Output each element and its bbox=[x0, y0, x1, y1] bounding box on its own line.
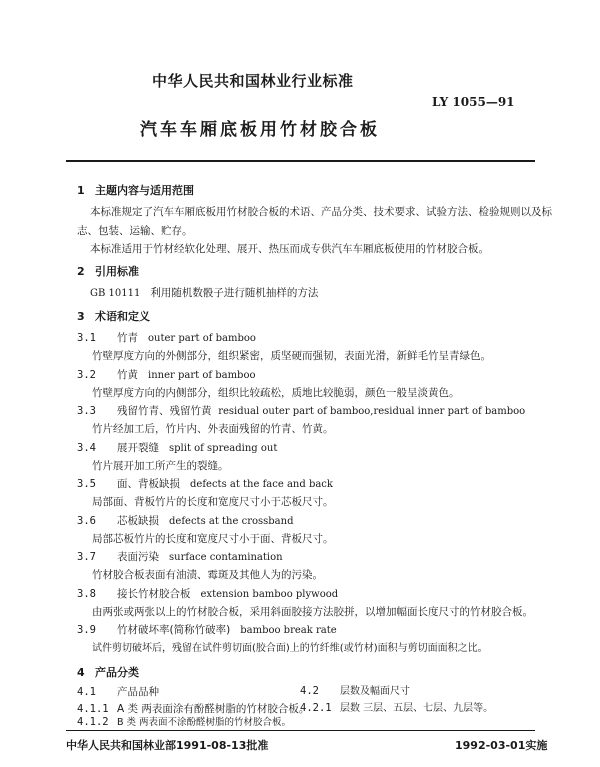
term-name: 竹材破坏率(简称竹破率) bbox=[117, 624, 231, 636]
clause-text: B 类 两表面不涂酚醛树脂的竹材胶合板。 bbox=[117, 717, 292, 728]
clause-text: A 类 两表面涂有酚醛树脂的竹材胶合板。 bbox=[117, 703, 310, 715]
term-definition: 竹片展开加工所产生的裂缝。 bbox=[92, 460, 229, 472]
term-definition: 竹材胶合板表面有油渍、霉斑及其他人为的污染。 bbox=[92, 569, 323, 581]
clause-number: 4.2 bbox=[300, 685, 319, 697]
term-english: residual outer part of bamboo,residual inner part of bamboo bbox=[218, 406, 526, 417]
term-3-9 bbox=[77, 621, 337, 640]
term-english: surface contamination bbox=[169, 552, 283, 563]
term-number: 3.1 bbox=[77, 332, 96, 344]
term-3-4 bbox=[77, 439, 277, 458]
term-number: 3.2 bbox=[77, 369, 96, 381]
term-3-6 bbox=[77, 512, 293, 531]
term-english: extension bamboo plywood bbox=[200, 589, 339, 600]
header-rule bbox=[66, 160, 535, 162]
term-definition: 由两张或两张以上的竹材胶合板，采用斜面胶接方法胶拼，以增加幅面长度尺寸的竹材胶合板。 bbox=[92, 606, 533, 618]
term-name: 接长竹材胶合板 bbox=[117, 588, 191, 600]
section-1-paragraph-1-line-1: 本标准规定了汽车车厢底板用竹材胶合板的术语、产品分类、技术要求、试验方法、检验规则以及标 bbox=[90, 206, 552, 218]
section-number: 2 bbox=[77, 265, 85, 278]
term-name: 竹黄 bbox=[117, 369, 138, 381]
section-3-heading bbox=[77, 308, 150, 324]
section-number: 4 bbox=[77, 666, 85, 679]
effective-date: 1992-03-01实施 bbox=[455, 739, 548, 752]
section-1-paragraph-2: 本标准适用于竹材经软化处理、展开、热压而成专供汽车车厢底板使用的竹材胶合板。 bbox=[90, 243, 489, 255]
term-number: 3.9 bbox=[77, 624, 96, 636]
section-number: 3 bbox=[77, 310, 85, 323]
term-definition: 局部面、背板竹片的长度和宽度尺寸小于芯板尺寸。 bbox=[92, 496, 334, 508]
term-english: defects at the face and back bbox=[190, 479, 333, 490]
term-english: bamboo break rate bbox=[240, 625, 337, 636]
section-title: 术语和定义 bbox=[95, 310, 150, 323]
clause-text: 产品品种 bbox=[117, 686, 159, 698]
term-number: 3.6 bbox=[77, 515, 96, 527]
clause-number: 4.2.1 bbox=[300, 702, 332, 714]
normative-reference bbox=[90, 284, 318, 303]
clause-4-1-2 bbox=[77, 716, 291, 729]
reference-code: GB 10111 bbox=[90, 288, 141, 299]
term-name: 芯板缺损 bbox=[117, 515, 159, 527]
term-english: outer part of bamboo bbox=[148, 333, 256, 344]
term-3-2 bbox=[77, 366, 256, 385]
approval-line: 中华人民共和国林业部1991-08-13批准 bbox=[66, 739, 269, 752]
term-number: 3.4 bbox=[77, 442, 96, 454]
clause-text: 层数及幅面尺寸 bbox=[340, 686, 410, 697]
clause-text: 层数 三层、五层、七层、九层等。 bbox=[340, 703, 494, 714]
clause-4-2-1 bbox=[300, 700, 493, 717]
term-3-7 bbox=[77, 548, 283, 567]
term-definition: 竹片经加工后，竹片内、外表面残留的竹青、竹黄。 bbox=[92, 423, 334, 435]
term-name: 表面污染 bbox=[117, 551, 159, 563]
section-title: 产品分类 bbox=[95, 666, 139, 679]
term-3-8 bbox=[77, 585, 338, 604]
term-number: 3.8 bbox=[77, 588, 96, 600]
term-name: 竹青 bbox=[117, 332, 138, 344]
term-name: 面、背板缺损 bbox=[117, 478, 180, 490]
term-definition: 竹壁厚度方向的外侧部分，组织紧密，质坚硬而强韧，表面光滑，新鲜毛竹呈青绿色。 bbox=[92, 350, 491, 362]
clause-number: 4.1 bbox=[77, 686, 96, 698]
term-definition: 竹壁厚度方向的内侧部分，组织比较疏松，质地比较脆弱，颜色一般呈淡黄色。 bbox=[92, 387, 460, 399]
document-title: 汽车车厢底板用竹材胶合板 bbox=[140, 120, 380, 140]
section-title: 引用标准 bbox=[95, 265, 139, 278]
section-4-heading bbox=[77, 664, 139, 680]
clause-number: 4.1.1 bbox=[77, 703, 109, 715]
term-number: 3.7 bbox=[77, 551, 96, 563]
footer-rule bbox=[66, 730, 535, 731]
term-3-5 bbox=[77, 475, 333, 494]
section-1-paragraph-1-line-2: 志、包装、运输、贮存。 bbox=[77, 225, 193, 237]
term-definition: 试件剪切破坏后，残留在试件剪切面(胶合面)上的竹纤维(或竹材)面积与剪切面面积之比。 bbox=[92, 643, 488, 654]
term-3-1 bbox=[77, 329, 256, 348]
term-definition: 局部芯板竹片的长度和宽度尺寸小于面、背板尺寸。 bbox=[92, 533, 334, 545]
clause-number: 4.1.2 bbox=[77, 716, 109, 728]
term-english: defects at the crossband bbox=[169, 516, 294, 527]
clause-4-2 bbox=[300, 683, 493, 700]
term-name: 展开裂缝 bbox=[117, 442, 159, 454]
reference-title: 利用随机数骰子进行随机抽样的方法 bbox=[150, 287, 319, 299]
term-english: inner part of bamboo bbox=[148, 370, 256, 381]
clause-list-right bbox=[300, 683, 493, 717]
standard-org-header: 中华人民共和国林业行业标准 bbox=[152, 72, 354, 90]
standard-code: LY 1055—91 bbox=[432, 95, 515, 109]
section-1-heading bbox=[77, 182, 194, 198]
term-number: 3.3 bbox=[77, 405, 96, 417]
section-title: 主题内容与适用范围 bbox=[95, 184, 194, 197]
section-2-heading bbox=[77, 263, 139, 279]
section-number: 1 bbox=[77, 184, 85, 197]
term-number: 3.5 bbox=[77, 478, 96, 490]
term-english: split of spreading out bbox=[169, 443, 278, 454]
term-3-3 bbox=[77, 402, 525, 421]
term-name: 残留竹青、残留竹黄 bbox=[117, 405, 212, 417]
